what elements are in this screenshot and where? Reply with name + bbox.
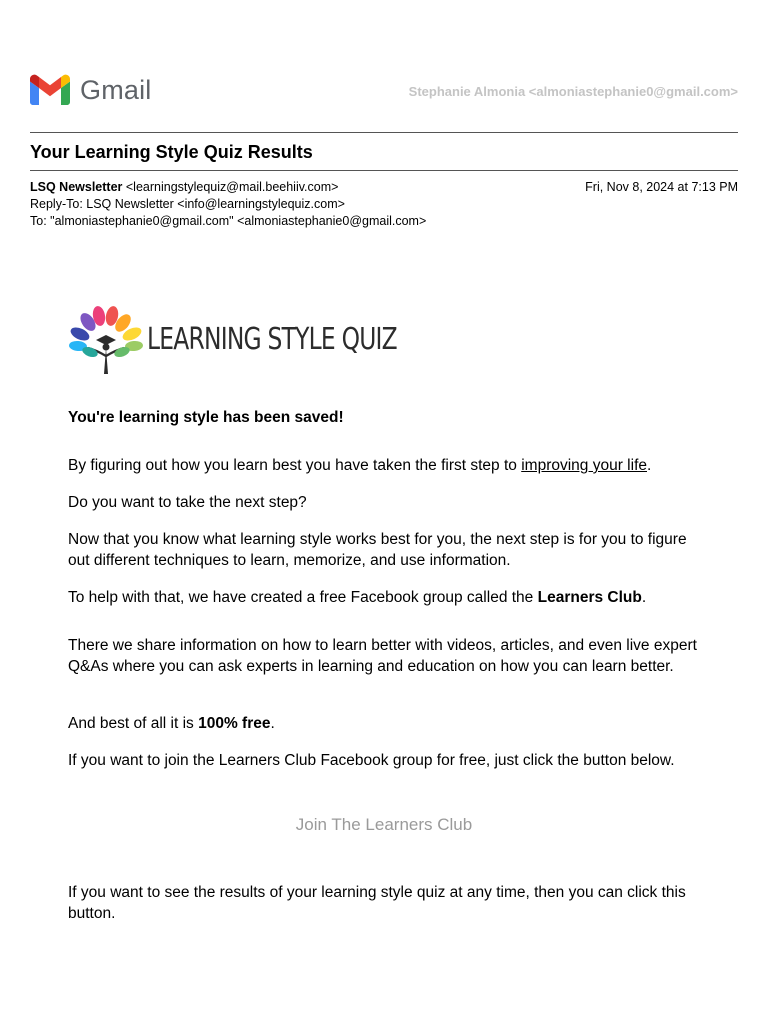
paragraph-first-step	[68, 455, 708, 476]
account-email: Stephanie Almonia <almoniastephanie0@gmail.com>	[408, 84, 738, 99]
free-strong: 100% free	[198, 715, 271, 732]
gmail-logo-icon	[30, 74, 70, 106]
learners-club-strong: Learners Club	[537, 589, 642, 606]
tree-icon	[66, 306, 146, 376]
sender-address: <learningstylequiz@mail.beehiiv.com>	[125, 180, 339, 194]
to-line: To: "almoniastephanie0@gmail.com" <almoniastephanie0@gmail.com>	[30, 214, 427, 228]
email-date: Fri, Nov 8, 2024 at 7:13 PM	[585, 180, 738, 194]
gmail-wordmark: Gmail	[80, 75, 152, 105]
paragraph-results: If you want to see the results of your learning style quiz at any time, then you can click this button.	[68, 884, 686, 922]
paragraph-text: And best of all it is	[68, 715, 199, 732]
subject-divider	[30, 170, 738, 171]
improving-your-life-link[interactable]: improving your life	[521, 457, 647, 474]
paragraph-join-instructions: If you want to join the Learners Club Facebook group for free, just click the button below.	[68, 752, 675, 769]
paragraph-next-step: Do you want to take the next step?	[68, 494, 307, 511]
paragraph-text: .	[647, 457, 652, 474]
from-line	[30, 179, 738, 196]
paragraph-share-info: There we share information on how to learn better with videos, articles, and even live expert Q&As where you can ask experts in learning and education on how you can learn better.	[68, 637, 697, 675]
paragraph-text: By figuring out how you learn best you have taken the first step to	[68, 457, 522, 474]
header-divider	[30, 132, 738, 133]
reply-to-line: Reply-To: LSQ Newsletter <info@learningstylequiz.com>	[30, 197, 345, 211]
saved-heading: You're learning style has been saved!	[68, 409, 344, 426]
paragraph-text: .	[641, 589, 647, 606]
paragraph-facebook-group	[68, 587, 708, 608]
paragraph-text: To help with that, we have created a free Facebook group called the	[68, 589, 538, 606]
paragraph-techniques: Now that you know what learning style works best for you, the next step is for you to figure out different techniques to learn, memorize, and use information.	[68, 531, 687, 569]
join-learners-club-button[interactable]: Join The Learners Club	[295, 815, 473, 834]
gmail-header	[30, 74, 738, 108]
paragraph-text: .	[270, 715, 275, 732]
lsq-logo-text: LEARNING STYLE QUIZ	[147, 322, 397, 357]
paragraph-free	[68, 713, 708, 734]
email-subject: Your Learning Style Quiz Results	[30, 142, 313, 162]
sender-name: LSQ Newsletter	[30, 180, 123, 194]
